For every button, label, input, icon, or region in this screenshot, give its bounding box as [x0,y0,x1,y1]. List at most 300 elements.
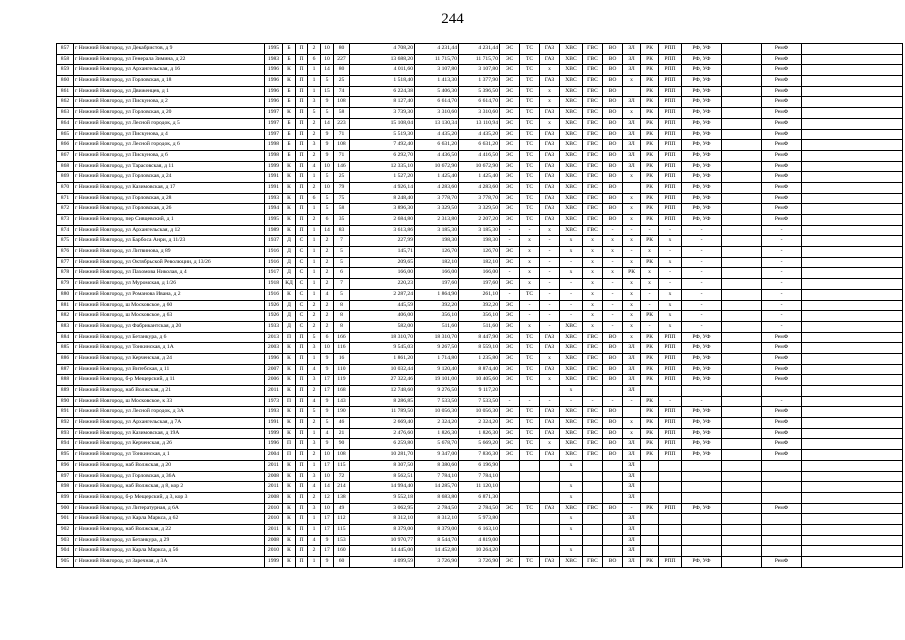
cell-sewerage: ВО [603,150,623,161]
cell-notes [802,161,903,172]
cell-apartments: 108 [334,450,350,461]
cell-facade: РФ, УФ [682,332,722,343]
cell-electricity [500,386,520,397]
table-row [57,482,903,493]
cell-total-area: 4 011,60 [350,65,415,76]
cell-sewerage: ВО [603,129,623,140]
cell-private-area: 9 117,20 [459,386,500,397]
cell-notes [802,418,903,429]
cell-extra [722,428,762,439]
cell-wall-material: К [283,503,296,514]
cell-hot-water: ГВС [583,129,603,140]
cell-address: г Нижний Новгород, ул Романова Ивана, д 2 [74,289,265,300]
cell-total-area: 11 789,50 [350,407,415,418]
cell-private-area: 6 871,30 [459,492,500,503]
cell-residential-area: 2 784,50 [415,503,459,514]
cell-gas: ГАЗ [540,503,560,514]
cell-chute: ЗЛ [623,44,641,55]
cell-private-area: 11 120,10 [459,482,500,493]
cell-building-type: П [296,407,308,418]
cell-extra [722,514,762,525]
cell-heating [520,471,540,482]
cell-hot-water: - [583,396,603,407]
cell-total-area: 166,00 [350,268,415,279]
cell-hot-water: ГВС [583,44,603,55]
cell-entrances: 2 [308,182,321,193]
cell-private-area: 5 396,50 [459,86,500,97]
cell-extra [722,215,762,226]
cell-chute: ЗЛ [623,482,641,493]
cell-floors: 6 [321,332,334,343]
cell-entrances: 5 [308,108,321,119]
cell-wall-material: К [283,557,296,568]
cell-repair-fund: РемФ [762,215,802,226]
cell-build-year: 1999 [265,428,283,439]
cell-build-year: 1991 [265,418,283,429]
cell-wall-material: К [283,215,296,226]
cell-roof: РК [641,343,659,354]
cell-residential-area: 8 312,10 [415,514,459,525]
table-row [57,257,903,268]
cell-row-number: 870 [57,182,74,193]
cell-entrances: 3 [308,97,321,108]
cell-cold-water: ХВС [560,118,583,129]
cell-extra [722,118,762,129]
cell-sewerage: ВО [603,215,623,226]
cell-apartments: 110 [334,364,350,375]
cell-cold-water: ХВС [560,54,583,65]
cell-roof: РК [641,182,659,193]
cell-roof [641,482,659,493]
cell-address: г Нижний Новгород, ул Горловская, д 28 [74,193,265,204]
cell-hot-water: ГВС [583,76,603,87]
table-row [57,428,903,439]
cell-facade: РФ, УФ [682,215,722,226]
cell-attic: - [659,268,682,279]
cell-gas: ГАЗ [540,557,560,568]
cell-hot-water: ГВС [583,428,603,439]
cell-extra [722,76,762,87]
cell-entrances: 1 [308,65,321,76]
cell-attic: РПП [659,172,682,183]
cell-facade: РФ, УФ [682,54,722,65]
cell-wall-material: К [283,161,296,172]
cell-private-area: 356,10 [459,311,500,322]
cell-entrances: 6 [308,54,321,65]
cell-facade: РФ, УФ [682,161,722,172]
cell-sewerage [603,471,623,482]
cell-entrances: 2 [308,44,321,55]
cell-private-area: 2 324,20 [459,418,500,429]
cell-notes [802,193,903,204]
cell-private-area: 3 329,50 [459,204,500,215]
cell-building-type: П [296,97,308,108]
table-row [57,204,903,215]
cell-floors: 9 [321,150,334,161]
cell-row-number: 861 [57,86,74,97]
cell-cold-water: ХВС [560,225,583,236]
cell-electricity: ЭС [500,343,520,354]
cell-building-type: П [296,375,308,386]
table-row [57,300,903,311]
cell-cold-water: ХВС [560,86,583,97]
table-row [57,546,903,557]
cell-repair-fund [762,460,802,471]
cell-chute: х [623,257,641,268]
cell-heating: ТС [520,140,540,151]
cell-build-year: 1993 [265,407,283,418]
cell-residential-area: 7 533,50 [415,396,459,407]
cell-wall-material: П [283,332,296,343]
cell-extra [722,396,762,407]
cell-notes [802,268,903,279]
cell-address: г Нижний Новгород, ул Архангельская, д 12 [74,225,265,236]
cell-cold-water: х [560,492,583,503]
cell-electricity: ЭС [500,439,520,450]
cell-attic: х [659,300,682,311]
cell-attic: РПП [659,428,682,439]
cell-sewerage: ВО [603,450,623,461]
cell-cold-water: - [560,396,583,407]
cell-total-area: 15 108,04 [350,118,415,129]
cell-gas: х [540,375,560,386]
cell-sewerage: ВО [603,557,623,568]
cell-chute: ЗЛ [623,375,641,386]
cell-build-year: 1926 [265,311,283,322]
cell-floors: 14 [321,65,334,76]
cell-sewerage: ВО [603,364,623,375]
cell-extra [722,65,762,76]
cell-floors: 12 [321,492,334,503]
cell-residential-area: 356,10 [415,311,459,322]
cell-hot-water: ГВС [583,118,603,129]
cell-address: г Нижний Новгород, ул Декабристов, д 9 [74,44,265,55]
cell-wall-material: П [283,450,296,461]
table-row [57,418,903,429]
cell-facade [682,460,722,471]
cell-chute: ЗЛ [623,546,641,557]
cell-gas: ГАЗ [540,364,560,375]
cell-entrances: 2 [308,129,321,140]
cell-building-type: П [296,225,308,236]
cell-repair-fund: РемФ [762,76,802,87]
cell-apartments: 146 [334,161,350,172]
cell-attic [659,524,682,535]
cell-residential-area: 2 324,20 [415,418,459,429]
cell-heating: ТС [520,54,540,65]
cell-extra [722,268,762,279]
cell-floors: 5 [321,204,334,215]
cell-sewerage: х [603,268,623,279]
cell-electricity: ЭС [500,108,520,119]
cell-apartments: 168 [334,386,350,397]
cell-notes [802,86,903,97]
cell-sewerage: ВО [603,118,623,129]
cell-private-area: 4 435,20 [459,129,500,140]
cell-heating [520,482,540,493]
cell-total-area: 12 748,60 [350,386,415,397]
cell-private-area: 6 614,70 [459,97,500,108]
cell-sewerage: - [603,257,623,268]
cell-hot-water: ГВС [583,375,603,386]
cell-total-area: 2 287,24 [350,289,415,300]
cell-roof: РК [641,428,659,439]
cell-wall-material: К [283,482,296,493]
cell-floors: 10 [321,44,334,55]
cell-attic: х [659,321,682,332]
cell-build-year: 2011 [265,386,283,397]
cell-cold-water: ХВС [560,182,583,193]
cell-chute [623,86,641,97]
cell-hot-water [583,471,603,482]
cell-row-number: 882 [57,311,74,322]
cell-address: г Нижний Новгород, ул Карла Маркса, д 56 [74,546,265,557]
cell-chute [623,407,641,418]
cell-facade: - [682,279,722,290]
cell-repair-fund: РемФ [762,161,802,172]
cell-residential-area: 19 101,00 [415,375,459,386]
cell-wall-material: К [283,460,296,471]
cell-repair-fund: РемФ [762,140,802,151]
cell-heating: х [520,257,540,268]
cell-total-area: 6 224,38 [350,86,415,97]
cell-repair-fund: РемФ [762,439,802,450]
cell-hot-water: х [583,311,603,322]
cell-floors: 2 [321,321,334,332]
cell-extra [722,343,762,354]
cell-build-year: 1997 [265,129,283,140]
cell-chute: ЗЛ [623,140,641,151]
cell-wall-material: Б [283,118,296,129]
cell-address: г Нижний Новгород, ул Витебская, д 11 [74,364,265,375]
cell-attic: РПП [659,44,682,55]
cell-address: г Нижний Новгород, наб Волжская, д 22 [74,524,265,535]
cell-roof: РК [641,332,659,343]
cell-chute: ЗЛ [623,343,641,354]
cell-row-number: 875 [57,236,74,247]
cell-residential-area: 182,10 [415,257,459,268]
cell-residential-area: 8 544,70 [415,535,459,546]
cell-notes [802,236,903,247]
table-row [57,140,903,151]
cell-entrances: 2 [308,492,321,503]
cell-cold-water: ХВС [560,215,583,226]
cell-building-type: П [296,471,308,482]
cell-cold-water: х [560,268,583,279]
cell-cold-water: х [560,514,583,525]
cell-attic: РПП [659,150,682,161]
cell-entrances: 1 [308,204,321,215]
cell-building-type: П [296,450,308,461]
cell-facade: РФ, УФ [682,150,722,161]
cell-cold-water: - [560,257,583,268]
cell-electricity: ЭС [500,150,520,161]
cell-floors: 2 [321,311,334,322]
cell-heating [520,524,540,535]
cell-facade: РФ, УФ [682,428,722,439]
cell-building-type: П [296,482,308,493]
cell-extra [722,182,762,193]
cell-electricity [500,514,520,525]
cell-hot-water: ГВС [583,353,603,364]
cell-facade: РФ, УФ [682,182,722,193]
cell-residential-area: 3 778,70 [415,193,459,204]
cell-apartments: 153 [334,535,350,546]
cell-row-number: 891 [57,407,74,418]
cell-wall-material: К [283,418,296,429]
cell-roof: х [641,268,659,279]
cell-total-area: 18 310,70 [350,332,415,343]
cell-residential-area: 8 379,00 [415,524,459,535]
cell-repair-fund: РемФ [762,86,802,97]
cell-hot-water: х [583,289,603,300]
cell-gas: - [540,300,560,311]
cell-total-area: 3 896,30 [350,204,415,215]
cell-hot-water: ГВС [583,204,603,215]
cell-apartments: 112 [334,514,350,525]
cell-electricity [500,492,520,503]
cell-gas: ГАЗ [540,407,560,418]
cell-wall-material: Б [283,44,296,55]
cell-build-year: 1996 [265,86,283,97]
cell-electricity: - [500,225,520,236]
table-row [57,471,903,482]
cell-entrances: 1 [308,514,321,525]
cell-building-type: С [296,300,308,311]
cell-build-year: 1917 [265,268,283,279]
cell-repair-fund: - [762,300,802,311]
cell-private-area: 392,20 [459,300,500,311]
cell-row-number: 858 [57,54,74,65]
cell-attic: РПП [659,193,682,204]
cell-apartments: 5 [334,257,350,268]
cell-building-type: П [296,332,308,343]
cell-floors: 5 [321,76,334,87]
cell-extra [722,546,762,557]
cell-address: г Нижний Новгород, ул Керченская, д 26 [74,439,265,450]
cell-row-number: 873 [57,215,74,226]
cell-row-number: 900 [57,503,74,514]
cell-repair-fund: - [762,311,802,322]
cell-repair-fund: РемФ [762,343,802,354]
cell-row-number: 898 [57,482,74,493]
cell-build-year: 1926 [265,300,283,311]
cell-build-year: 1996 [265,439,283,450]
cell-hot-water: х [583,321,603,332]
cell-cold-water: ХВС [560,97,583,108]
cell-chute: ЗЛ [623,118,641,129]
cell-floors: 6 [321,215,334,226]
cell-row-number: 857 [57,44,74,55]
cell-total-area: 27 322,46 [350,375,415,386]
cell-building-type: П [296,503,308,514]
cell-private-area: 10 672,90 [459,161,500,172]
cell-chute: ЗЛ [623,471,641,482]
cell-entrances: 4 [308,535,321,546]
cell-entrances: 1 [308,289,321,300]
cell-floors: 10 [321,503,334,514]
cell-roof: РК [641,204,659,215]
cell-heating [520,460,540,471]
cell-facade: РФ, УФ [682,204,722,215]
cell-row-number: 879 [57,279,74,290]
cell-address: г Нижний Новгород, ул Архангельская, д 7А [74,418,265,429]
cell-building-type: П [296,524,308,535]
cell-chute: х [623,108,641,119]
cell-row-number: 905 [57,557,74,568]
cell-wall-material: Д [283,311,296,322]
cell-notes [802,492,903,503]
cell-residential-area: 13 130,34 [415,118,459,129]
cell-hot-water: ГВС [583,86,603,97]
cell-attic: РПП [659,65,682,76]
cell-cold-water: ХВС [560,193,583,204]
cell-build-year: 2008 [265,471,283,482]
cell-electricity: ЭС [500,97,520,108]
table-row [57,321,903,332]
cell-floors: 9 [321,407,334,418]
cell-private-area: 4 231,44 [459,44,500,55]
cell-chute: ЗЛ [623,353,641,364]
cell-apartments: 6 [334,268,350,279]
cell-attic: - [659,279,682,290]
cell-heating: ТС [520,108,540,119]
cell-build-year: 1994 [265,204,283,215]
cell-notes [802,503,903,514]
cell-gas: х [540,225,560,236]
cell-address: г Нижний Новгород, ул Пахомова Николая, д 4 [74,268,265,279]
cell-wall-material: К [283,364,296,375]
housing-registry-table [56,43,903,568]
cell-floors: 5 [321,418,334,429]
cell-gas: ГАЗ [540,140,560,151]
cell-repair-fund: РемФ [762,150,802,161]
cell-chute: х [623,289,641,300]
cell-notes [802,289,903,300]
cell-entrances: 1 [308,428,321,439]
cell-attic: РПП [659,503,682,514]
cell-cold-water: х [560,460,583,471]
cell-roof [641,492,659,503]
table-row [57,332,903,343]
cell-wall-material: Д [283,268,296,279]
cell-total-area: 2 669,40 [350,418,415,429]
cell-extra [722,311,762,322]
cell-chute: х [623,418,641,429]
cell-electricity: ЭС [500,129,520,140]
cell-notes [802,353,903,364]
cell-build-year: 2007 [265,364,283,375]
cell-apartments: 227 [334,54,350,65]
cell-residential-area: 9 120,40 [415,364,459,375]
cell-chute: - [623,396,641,407]
cell-building-type: П [296,460,308,471]
cell-floors: 17 [321,375,334,386]
cell-row-number: 878 [57,268,74,279]
table-row [57,150,903,161]
cell-cold-water: - [560,279,583,290]
cell-row-number: 871 [57,193,74,204]
table-row [57,225,903,236]
cell-address: г Нижний Новгород, ул Горловская, д 36А [74,471,265,482]
cell-gas [540,471,560,482]
cell-sewerage: - [603,396,623,407]
cell-electricity: ЭС [500,193,520,204]
cell-residential-area: 10 056,30 [415,407,459,418]
cell-entrances: 1 [308,460,321,471]
cell-roof: РК [641,65,659,76]
cell-gas: - [540,257,560,268]
